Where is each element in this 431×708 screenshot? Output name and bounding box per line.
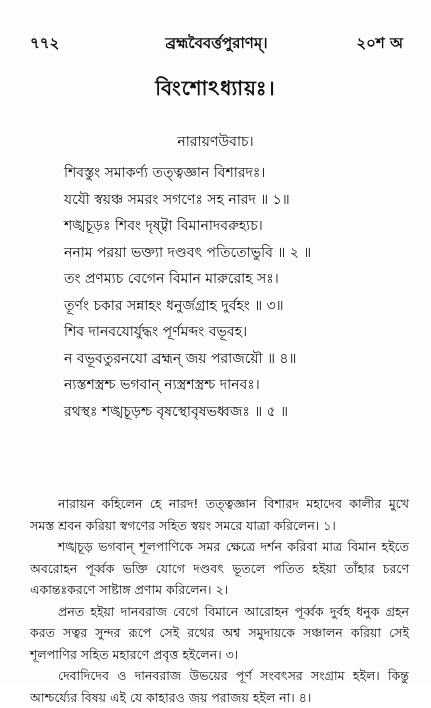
verse-line: ন্যস্তশস্ত্রশ্চ ভগবান্ ন্যস্ত্রশস্ত্রশ্চ দানবঃ। — [64, 377, 260, 393]
running-title: ব্রহ্মবৈবর্ত্তপুরাণম্। — [165, 34, 268, 52]
page-header — [30, 32, 403, 54]
verse-line: রথস্থঃ শঙ্খচূড়শ্চ বৃষস্থোবৃষভধ্বজঃ ॥ ৫ ॥ — [64, 403, 289, 420]
commentary-paragraph: নারায়ন কহিলেন হে নারদ! তত্ত্বজ্ঞান বিশারদ মহাদেব কালীর মুখে সমস্ত শ্রবন করিয়া স্বগণের সহিত স্বয়ং সমরে যাত্রা করিলেন। ১। — [30, 496, 409, 533]
chapter-title: বিংশোঽধ্যায়ঃ। — [155, 76, 276, 100]
chapter-reference: ২০শ অ — [356, 34, 403, 52]
verse-line: শিব দানবযোর্যুদ্ধং পূর্ণমব্দং বভূবহ। — [64, 324, 248, 340]
verse-line: তং প্রণম্যচ বেগেন বিমান মারুরোহ সঃ। — [64, 271, 279, 287]
sanskrit-verses — [64, 160, 411, 425]
verse-line: ন বভূবতুরনযো ব্রহ্মন্ জয় পরাজয়ৌ ॥ ৪॥ — [64, 350, 297, 367]
speaker-line: নারায়ণউবাচ। — [177, 134, 254, 150]
commentary-paragraph: দেবাদিদেব ও দানবরাজ উভয়ের পূর্ণ সংবৎসর সংগ্রাম হইল। কিন্তু আশ্চর্য্যের বিষয় এই যে কাহারও জয় পরাজয় হইল না। ৪। — [30, 668, 409, 705]
commentary-paragraph: প্রনত হইয়া দানবরাজ বেগে বিমানে আরোহন পূর্ব্বক দুর্বহ ধনুক গ্রহন করত সত্বর সুন্দর রূপে সেই রথের অশ্ব সমুদায়কে সঞ্চালন করিয়া সেই শূলপাণির সহিত মহারণে প্রবৃত্ত হইলেন। ৩। — [30, 603, 409, 662]
verse-line: শঙ্খচূড়ঃ শিবং দৃষ্ট্বা বিমানাদবরুহ্যচ। — [64, 218, 263, 234]
verse-line: যযৌ স্বয়ঞ্চ সমরং সগণেঃ সহ নারদ ॥ ১॥ — [64, 191, 290, 208]
bengali-commentary — [30, 493, 409, 708]
page-number: ৭৭২ — [30, 34, 60, 52]
commentary-paragraph: শঙ্খচূড় ভগবান্ শূলপাণিকে সমর ক্ষেত্রে দর্শন করিবা মাত্র বিমান হইতে অবরোহন পূর্ব্বক ভক্তি যোগে দণ্ডবৎ ভূতলে পতিত হইয়া তাঁহার চরণে একান্তঃকরণে সাষ্টাঙ্গ প্রণাম করিলেন। ২। — [30, 539, 409, 597]
verse-line: শিবস্তুং সমাকর্ণ্য তত্ত্বজ্ঞান বিশারদঃ। — [64, 165, 266, 181]
verse-line: ননাম পরয়া ভক্ত্যা দণ্ডবৎ পতিতোভুবি ॥ ২ ॥ — [64, 244, 312, 261]
verse-line: তূর্ণং চকার সন্নাহং ধনুর্জগ্রাহ দুর্বহং ॥ ৩॥ — [64, 297, 284, 314]
